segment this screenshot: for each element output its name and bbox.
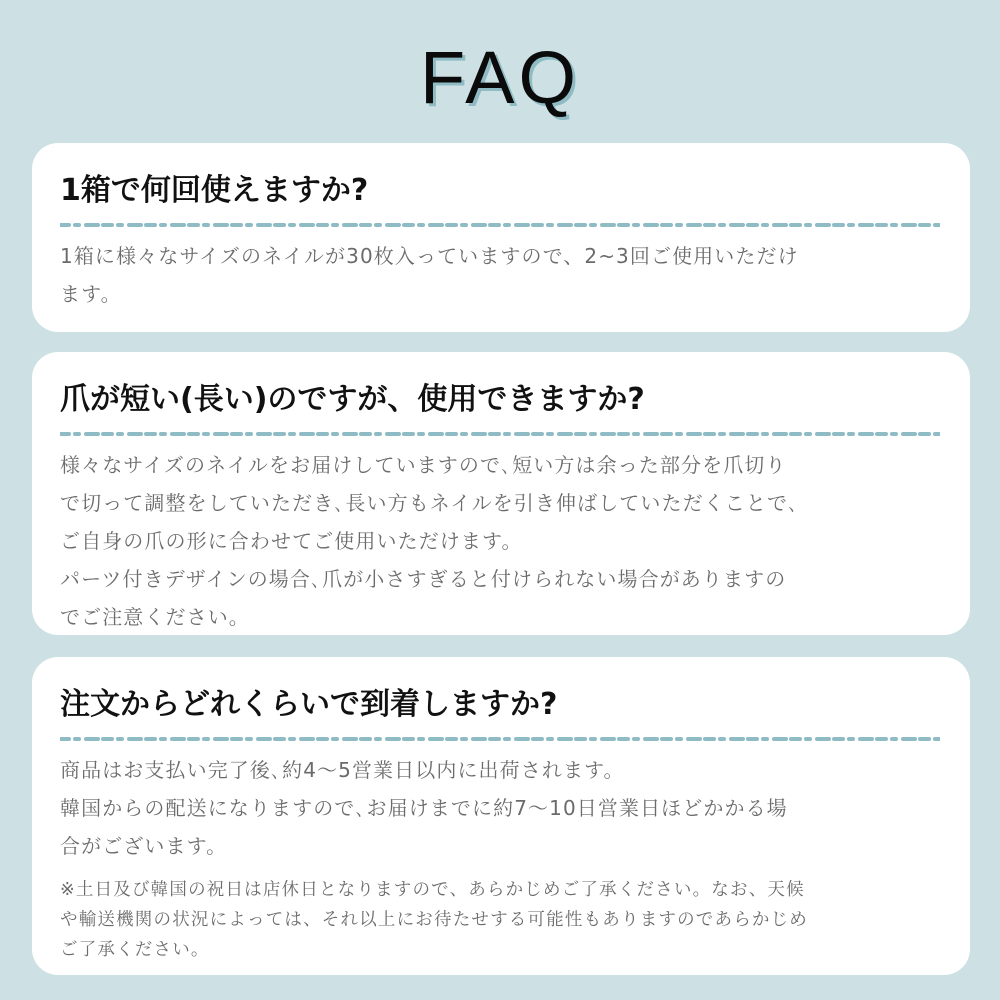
faq-question: 注文からどれくらいで到着しますか?: [60, 687, 558, 722]
note-line: ご了承ください。: [60, 940, 210, 960]
dashed-divider: [60, 735, 940, 743]
answer-line: ます。: [60, 282, 122, 306]
answer-line: パーツ付きデザインの場合､爪が小さすぎると付けられない場合がありますの: [60, 567, 787, 591]
answer-line: ご自身の爪の形に合わせてご使用いただけます。: [60, 529, 523, 553]
answer-line: 韓国からの配送になりますので､お届けまでに約7～10日営業日ほどかかる場: [60, 796, 788, 820]
faq-card: [32, 352, 970, 635]
faq-question: 1箱で何回使えますか?: [60, 173, 369, 208]
faq-note: [60, 875, 942, 965]
note-line: や輸送機関の状況によっては、それ以上にお待たせする可能性もありますのであらかじめ: [60, 910, 808, 930]
faq-card: [32, 657, 970, 975]
answer-line: で切って調整をしていただき､長い方もネイルを引き伸ばしていただくことで､: [60, 491, 800, 515]
dashed-divider: [60, 221, 940, 229]
answer-line: 合がございます。: [60, 834, 228, 858]
faq-question: 爪が短い(長い)のですが、使用できますか?: [60, 382, 645, 417]
note-line: ※土日及び韓国の祝日は店休日となりますので、あらかじめご了承ください。なお、天候: [60, 880, 805, 900]
answer-line: 商品はお支払い完了後､約4～5営業日以内に出荷されます。: [60, 758, 625, 782]
page-title: FAQ: [419, 36, 581, 119]
answer-line: でご注意ください｡: [60, 605, 240, 629]
answer-line: 1箱に様々なサイズのネイルが30枚入っていますので、2~3回ご使用いただけ: [60, 244, 799, 268]
dashed-divider: [60, 430, 940, 438]
faq-answer: [60, 237, 942, 313]
faq-card: [32, 143, 970, 332]
faq-answer: [60, 751, 942, 865]
faq-answer: [60, 446, 942, 636]
answer-line: 様々なサイズのネイルをお届けしていますので､短い方は余った部分を爪切り: [60, 453, 787, 477]
